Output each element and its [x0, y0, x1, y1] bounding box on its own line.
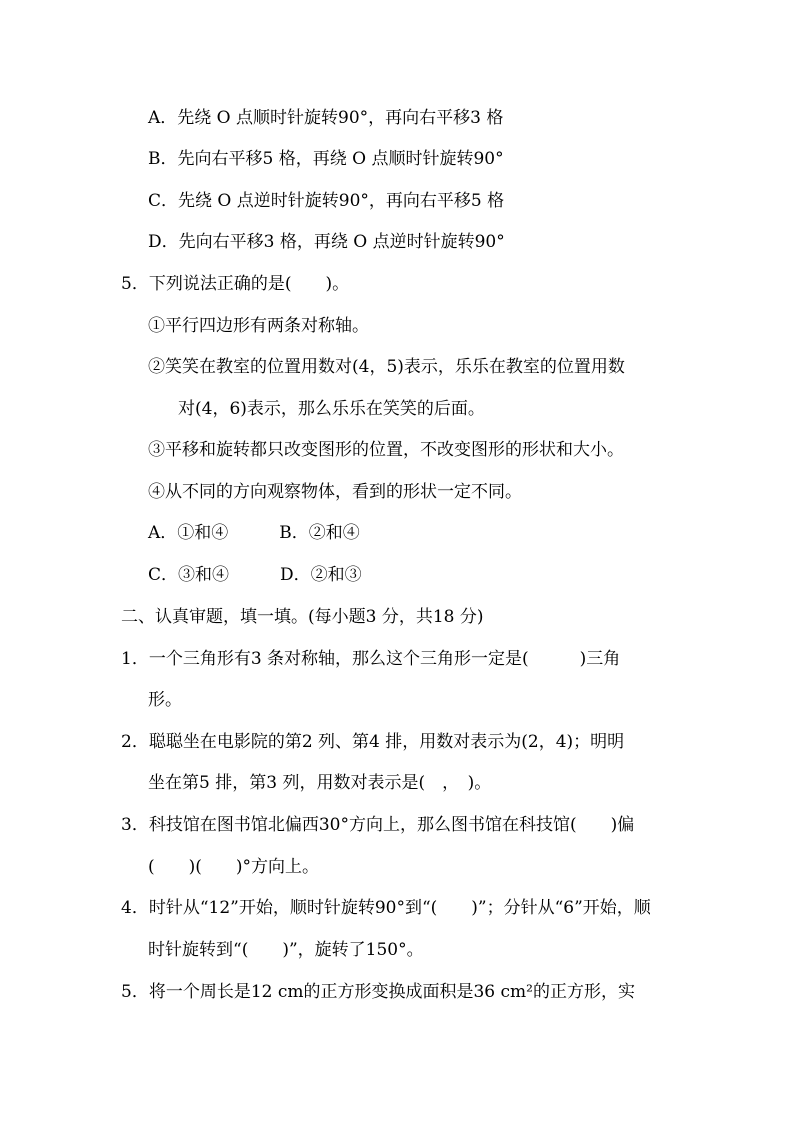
fill-question-4: 4．时针从“12”开始，顺时针旋转90°到“( )”；分针从“6”开始，顺 — [121, 898, 651, 918]
fill-question-3: 3．科技馆在图书馆北偏西30°方向上，那么图书馆在科技馆( )偏 — [121, 815, 635, 835]
fill-question-3-continued: ( )( )°方向上。 — [148, 857, 320, 877]
q5-stem: 5．下列说法正确的是( )。 — [121, 274, 350, 294]
q4-option-c: C．先绕 O 点逆时针旋转90°，再向右平移5 格 — [148, 191, 505, 211]
q5-statement-2: ②笑笑在教室的位置用数对(4，5)表示，乐乐在教室的位置用数 — [148, 357, 625, 377]
fill-question-2: 2．聪聪坐在电影院的第2 列、第4 排，用数对表示为(2，4)；明明 — [121, 732, 625, 752]
q5-statement-3: ③平移和旋转都只改变图形的位置，不改变图形的形状和大小。 — [148, 440, 624, 460]
q4-option-b: B．先向右平移5 格，再绕 O 点顺时针旋转90° — [148, 149, 504, 169]
q5-statement-4: ④从不同的方向观察物体，看到的形状一定不同。 — [148, 482, 522, 502]
fill-question-4-continued: 时针旋转到“( )”，旋转了150°。 — [148, 940, 424, 960]
q5-statement-2-continued: 对(4，6)表示，那么乐乐在笑笑的后面。 — [178, 399, 485, 419]
q5-statement-1: ①平行四边形有两条对称轴。 — [148, 316, 369, 336]
q4-option-d: D．先向右平移3 格，再绕 O 点逆时针旋转90° — [148, 232, 505, 252]
fill-question-1: 1．一个三角形有3 条对称轴，那么这个三角形一定是( )三角 — [121, 649, 621, 669]
fill-question-2-continued: 坐在第5 排，第3 列，用数对表示是( ， )。 — [148, 773, 492, 793]
fill-question-5: 5．将一个周长是12 cm的正方形变换成面积是36 cm²的正方形，实 — [121, 982, 635, 1002]
q4-option-a: A．先绕 O 点顺时针旋转90°，再向右平移3 格 — [148, 108, 504, 128]
q5-options-cd: C．③和④ D．②和③ — [148, 565, 362, 585]
q5-options-ab: A．①和④ B．②和④ — [148, 523, 360, 543]
fill-question-1-continued: 形。 — [148, 690, 182, 710]
section-heading: 二、认真审题，填一填。(每小题3 分，共18 分) — [121, 607, 484, 627]
